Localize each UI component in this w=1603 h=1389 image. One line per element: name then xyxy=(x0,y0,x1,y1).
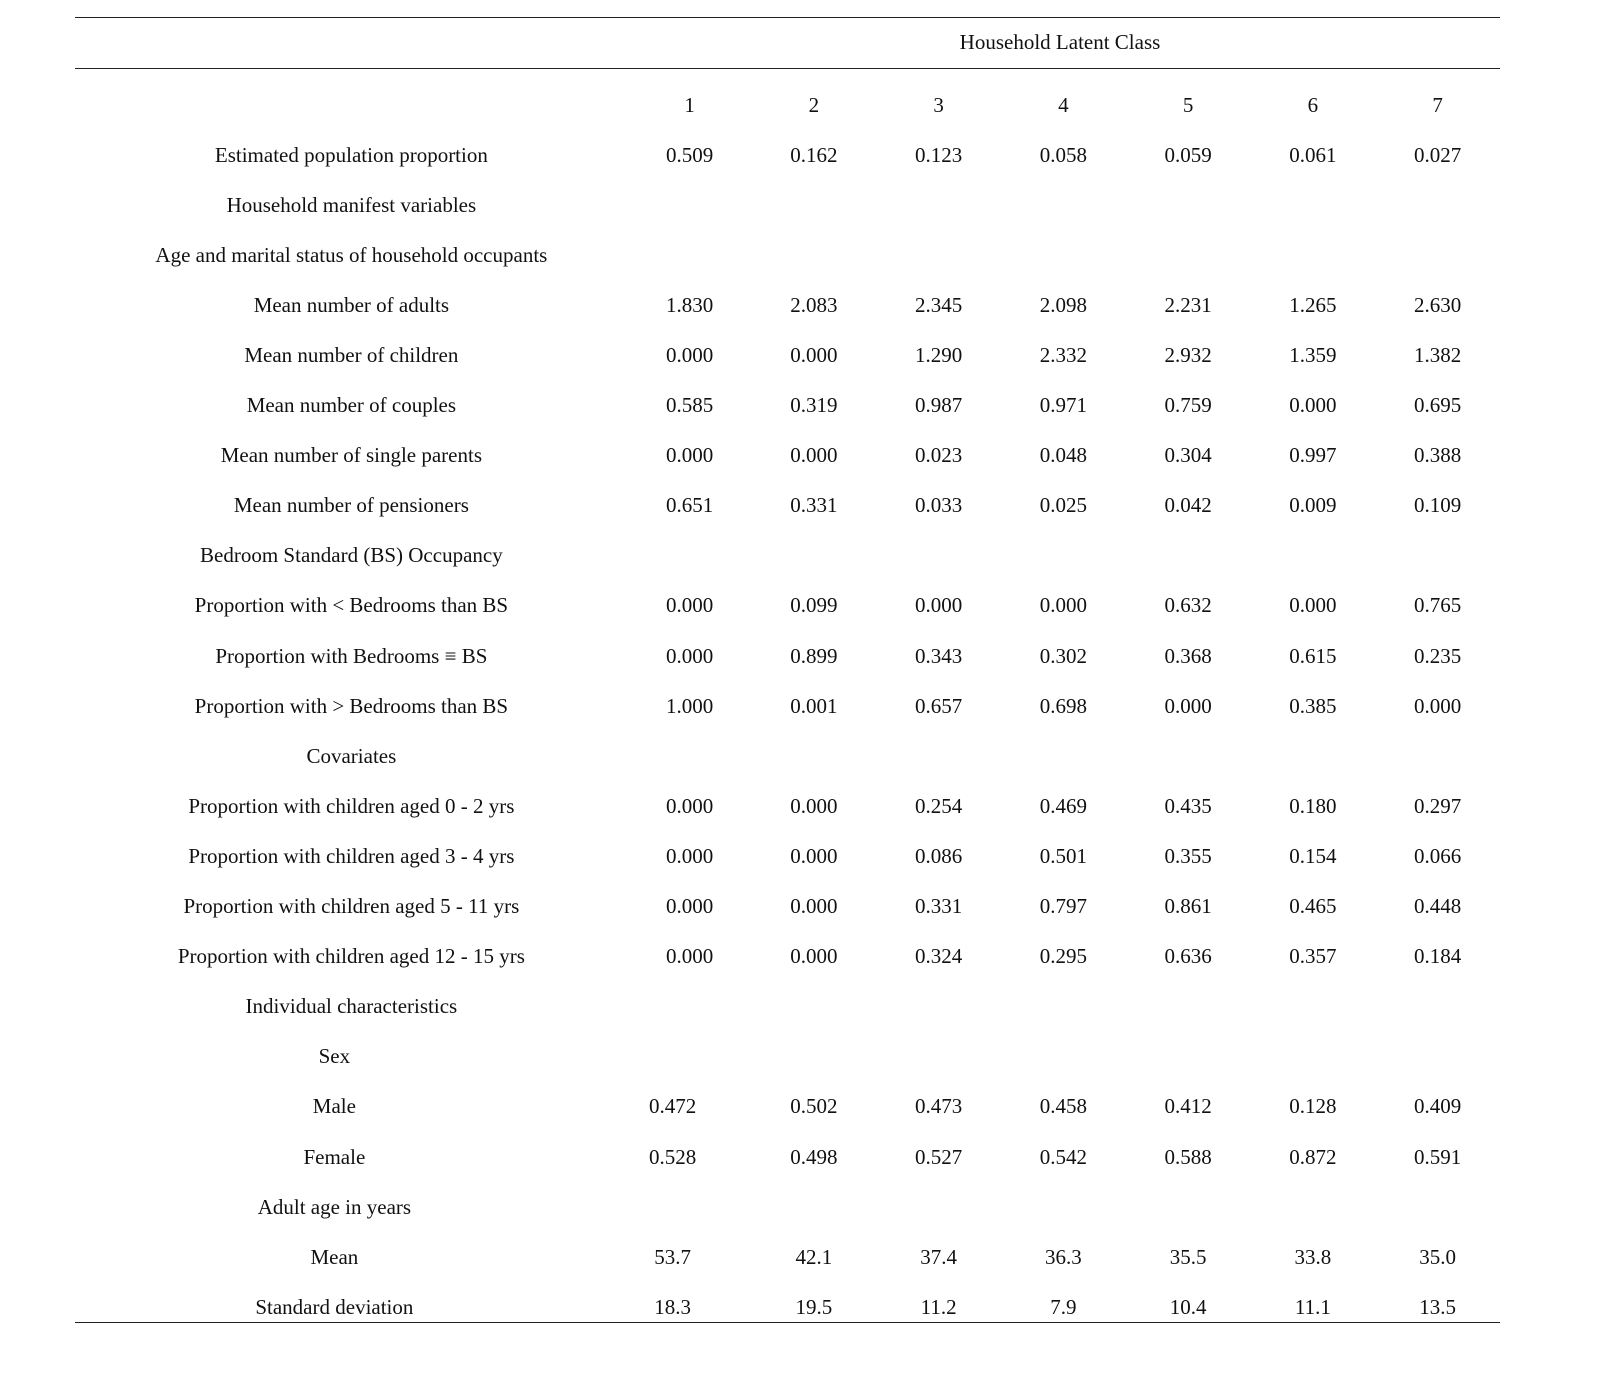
table-row xyxy=(75,531,1500,581)
table-row xyxy=(75,481,1500,531)
value-cell xyxy=(1250,531,1375,581)
value-cell xyxy=(1001,1032,1126,1082)
value-cell: 0.000 xyxy=(790,843,838,868)
value-cell: 0.343 xyxy=(914,643,963,668)
value-cell xyxy=(1375,230,1500,280)
table-row xyxy=(75,1232,1500,1282)
value-cell: 0.000 xyxy=(665,443,714,468)
value-cell: 0.066 xyxy=(1413,843,1462,868)
header-title: Household Latent Class xyxy=(959,30,1161,54)
value-cell: 1.290 xyxy=(914,343,963,368)
table-row xyxy=(75,581,1500,631)
value-cell xyxy=(876,230,1001,280)
value-cell: 0.355 xyxy=(1164,843,1212,868)
value-cell xyxy=(1126,180,1251,230)
value-cell: 0.385 xyxy=(1289,693,1337,718)
table-row xyxy=(75,280,1500,330)
value-cell: 0.465 xyxy=(1289,894,1337,919)
value-cell: 0.027 xyxy=(1413,142,1462,167)
value-cell: 0.000 xyxy=(665,643,714,668)
value-cell: 0.033 xyxy=(914,493,963,518)
value-cell: 0.154 xyxy=(1289,843,1337,868)
value-cell: 10.4 xyxy=(1169,1294,1207,1319)
value-cell: 11.1 xyxy=(1294,1294,1331,1319)
value-cell: 0.472 xyxy=(648,1094,697,1119)
row-label: Proportion with < Bedrooms than BS xyxy=(194,593,509,618)
value-cell xyxy=(1375,531,1500,581)
table-row xyxy=(75,180,1500,230)
row-label: Bedroom Standard (BS) Occupancy xyxy=(200,543,503,568)
value-cell xyxy=(1001,982,1126,1032)
bottom-rule xyxy=(75,1322,1500,1323)
value-cell: 0.542 xyxy=(1039,1144,1087,1169)
value-cell: 0.498 xyxy=(790,1144,838,1169)
row-label: Adult age in years xyxy=(257,1194,412,1219)
value-cell: 0.000 xyxy=(914,593,963,618)
value-cell: 2.332 xyxy=(1039,343,1087,368)
value-cell xyxy=(1126,982,1251,1032)
value-cell xyxy=(751,1182,876,1232)
value-cell: 0.872 xyxy=(1289,1144,1337,1169)
value-cell xyxy=(1126,1032,1251,1082)
value-cell xyxy=(628,731,752,781)
table-row xyxy=(75,130,1500,180)
value-cell: 0.651 xyxy=(665,493,714,518)
value-cell xyxy=(1375,982,1500,1032)
value-cell: 0.042 xyxy=(1164,493,1212,518)
value-cell: 0.184 xyxy=(1413,944,1462,969)
value-cell: 0.180 xyxy=(1289,793,1337,818)
value-cell: 0.527 xyxy=(914,1144,963,1169)
value-cell: 0.000 xyxy=(1289,593,1337,618)
value-cell: 42.1 xyxy=(795,1244,833,1269)
class-label: 6 xyxy=(1307,92,1319,117)
value-cell: 0.061 xyxy=(1289,142,1337,167)
value-cell: 0.086 xyxy=(914,843,963,868)
value-cell: 0.412 xyxy=(1164,1094,1212,1119)
value-cell xyxy=(751,731,876,781)
value-cell: 0.588 xyxy=(1164,1144,1212,1169)
value-cell xyxy=(1126,731,1251,781)
value-cell: 18.3 xyxy=(654,1294,691,1319)
row-label: Household manifest variables xyxy=(226,192,477,217)
value-cell xyxy=(751,531,876,581)
value-cell: 0.448 xyxy=(1413,894,1462,919)
value-cell xyxy=(628,230,752,280)
value-cell: 11.2 xyxy=(920,1294,957,1319)
value-cell: 0.009 xyxy=(1289,493,1337,518)
value-cell xyxy=(751,1032,876,1082)
class-label: 3 xyxy=(933,92,944,117)
row-label: Mean number of couples xyxy=(246,393,457,418)
value-cell xyxy=(876,731,1001,781)
value-cell xyxy=(1126,531,1251,581)
value-cell xyxy=(1250,731,1375,781)
latent-class-table xyxy=(75,80,1500,1332)
value-cell: 0.000 xyxy=(665,593,714,618)
value-cell: 0.501 xyxy=(1039,843,1087,868)
value-cell: 0.632 xyxy=(1164,593,1212,618)
value-cell: 0.528 xyxy=(648,1144,697,1169)
value-cell: 0.502 xyxy=(790,1094,838,1119)
table-row xyxy=(75,1132,1500,1182)
value-cell: 0.657 xyxy=(914,693,963,718)
value-cell: 0.765 xyxy=(1413,593,1462,618)
value-cell xyxy=(628,180,752,230)
value-cell: 0.000 xyxy=(1164,693,1212,718)
value-cell xyxy=(1250,1032,1375,1082)
value-cell: 0.025 xyxy=(1039,493,1087,518)
value-cell xyxy=(1126,230,1251,280)
value-cell: 0.615 xyxy=(1289,643,1337,668)
value-cell: 0.099 xyxy=(790,593,838,618)
value-cell: 0.297 xyxy=(1413,793,1462,818)
empty-cell xyxy=(75,80,628,130)
value-cell: 1.359 xyxy=(1289,343,1337,368)
table-row xyxy=(75,831,1500,881)
value-cell: 0.861 xyxy=(1164,894,1212,919)
value-cell: 0.059 xyxy=(1164,142,1212,167)
table-row xyxy=(75,1032,1500,1082)
value-cell xyxy=(751,180,876,230)
value-cell: 0.000 xyxy=(1289,393,1337,418)
row-label: Estimated population proportion xyxy=(214,142,488,167)
row-label: Age and marital status of household occupants xyxy=(155,242,548,267)
value-cell: 2.630 xyxy=(1413,292,1462,317)
value-cell: 0.000 xyxy=(790,793,838,818)
value-cell: 0.023 xyxy=(914,443,963,468)
row-label: Covariates xyxy=(306,743,397,768)
value-cell xyxy=(1375,731,1500,781)
table-row xyxy=(75,932,1500,982)
value-cell xyxy=(1250,982,1375,1032)
value-cell: 0.000 xyxy=(665,894,714,919)
row-label: Proportion with children aged 5 - 11 yrs xyxy=(183,894,520,919)
value-cell: 0.759 xyxy=(1164,393,1212,418)
value-cell xyxy=(876,180,1001,230)
value-cell: 0.304 xyxy=(1164,443,1212,468)
row-label: Male xyxy=(312,1094,356,1119)
value-cell: 0.469 xyxy=(1039,793,1087,818)
value-cell: 2.932 xyxy=(1164,343,1212,368)
row-label: Individual characteristics xyxy=(245,994,458,1019)
value-cell: 0.473 xyxy=(914,1094,963,1119)
table-row xyxy=(75,781,1500,831)
table-row xyxy=(75,681,1500,731)
value-cell xyxy=(751,230,876,280)
value-cell: 0.331 xyxy=(914,894,963,919)
value-cell xyxy=(1001,180,1126,230)
value-cell: 0.409 xyxy=(1413,1094,1462,1119)
value-cell: 0.997 xyxy=(1289,443,1337,468)
class-label: 7 xyxy=(1432,92,1443,117)
value-cell: 35.0 xyxy=(1419,1244,1456,1269)
value-cell: 0.331 xyxy=(790,493,838,518)
row-label: Female xyxy=(303,1144,366,1169)
value-cell: 0.585 xyxy=(665,393,714,418)
value-cell: 0.698 xyxy=(1039,693,1087,718)
value-cell: 0.109 xyxy=(1413,493,1462,518)
value-cell xyxy=(1375,1032,1500,1082)
value-cell: 0.235 xyxy=(1413,643,1462,668)
value-cell: 0.971 xyxy=(1039,393,1087,418)
row-label: Mean number of adults xyxy=(253,292,450,317)
value-cell: 0.000 xyxy=(790,944,838,969)
value-cell: 0.254 xyxy=(914,793,963,818)
value-cell: 2.345 xyxy=(914,292,963,317)
value-cell: 0.357 xyxy=(1289,944,1337,969)
value-cell: 0.797 xyxy=(1039,894,1087,919)
table-row xyxy=(75,381,1500,431)
value-cell xyxy=(1126,1182,1251,1232)
row-label: Proportion with > Bedrooms than BS xyxy=(194,693,509,718)
value-cell: 0.435 xyxy=(1164,793,1212,818)
value-cell: 1.382 xyxy=(1413,343,1462,368)
value-cell: 0.695 xyxy=(1413,393,1462,418)
value-cell: 0.388 xyxy=(1413,443,1462,468)
value-cell xyxy=(1250,180,1375,230)
value-cell: 53.7 xyxy=(654,1244,691,1269)
value-cell: 0.319 xyxy=(790,393,838,418)
top-rule xyxy=(75,17,1500,18)
value-cell xyxy=(751,982,876,1032)
header-rule xyxy=(75,68,1500,69)
table-row xyxy=(75,982,1500,1032)
row-label: Proportion with children aged 0 - 2 yrs xyxy=(188,793,515,818)
value-cell xyxy=(628,982,752,1032)
row-label: Mean number of children xyxy=(244,343,459,368)
value-cell: 2.231 xyxy=(1164,292,1212,317)
row-label: Proportion with Bedrooms ≡ BS xyxy=(215,643,488,668)
table-row xyxy=(75,230,1500,280)
value-cell: 0.058 xyxy=(1039,142,1087,167)
value-cell xyxy=(1001,731,1126,781)
value-cell: 0.368 xyxy=(1164,643,1212,668)
value-cell: 0.509 xyxy=(665,142,714,167)
class-label: 4 xyxy=(1058,92,1069,117)
value-cell: 0.591 xyxy=(1413,1144,1462,1169)
row-label: Sex xyxy=(318,1044,351,1069)
row-label: Mean number of pensioners xyxy=(233,493,469,518)
value-cell: 0.000 xyxy=(665,843,714,868)
value-cell: 37.4 xyxy=(920,1244,957,1269)
value-cell: 0.048 xyxy=(1039,443,1087,468)
table-row xyxy=(75,431,1500,481)
table-row xyxy=(75,1282,1500,1332)
table-row xyxy=(75,882,1500,932)
class-label: 1 xyxy=(684,92,695,117)
table-row xyxy=(75,1182,1500,1232)
value-cell: 0.000 xyxy=(1039,593,1087,618)
row-label: Mean xyxy=(310,1244,359,1269)
value-cell: 0.000 xyxy=(665,944,714,969)
value-cell: 0.636 xyxy=(1164,944,1212,969)
row-label: Proportion with children aged 12 - 15 yrs xyxy=(177,944,525,969)
value-cell: 0.162 xyxy=(790,142,838,167)
value-cell: 1.000 xyxy=(665,693,714,718)
value-cell: 0.123 xyxy=(914,142,963,167)
row-label: Mean number of single parents xyxy=(220,443,482,468)
value-cell: 0.128 xyxy=(1289,1094,1337,1119)
value-cell: 0.295 xyxy=(1039,944,1087,969)
table-row xyxy=(75,631,1500,681)
class-label: 5 xyxy=(1182,92,1194,117)
value-cell: 36.3 xyxy=(1044,1244,1082,1269)
value-cell: 7.9 xyxy=(1050,1294,1077,1319)
value-cell: 0.000 xyxy=(1413,693,1462,718)
value-cell: 0.001 xyxy=(790,693,838,718)
value-cell xyxy=(1375,180,1500,230)
value-cell: 0.458 xyxy=(1039,1094,1087,1119)
value-cell xyxy=(876,531,1001,581)
value-cell xyxy=(1250,1182,1375,1232)
class-number-row xyxy=(75,80,1500,130)
value-cell: 0.000 xyxy=(790,894,838,919)
table-row xyxy=(75,1082,1500,1132)
value-cell: 1.830 xyxy=(665,292,714,317)
value-cell xyxy=(1250,230,1375,280)
class-label: 2 xyxy=(808,92,820,117)
value-cell xyxy=(628,1182,752,1232)
value-cell xyxy=(628,531,752,581)
value-cell: 0.302 xyxy=(1039,643,1087,668)
value-cell: 0.000 xyxy=(790,443,838,468)
value-cell: 0.987 xyxy=(914,393,963,418)
value-cell: 0.899 xyxy=(790,643,838,668)
value-cell: 0.000 xyxy=(665,793,714,818)
table-row xyxy=(75,731,1500,781)
value-cell: 33.8 xyxy=(1294,1244,1332,1269)
value-cell: 13.5 xyxy=(1419,1294,1456,1319)
value-cell xyxy=(628,1032,752,1082)
value-cell xyxy=(876,1032,1001,1082)
value-cell xyxy=(1001,1182,1126,1232)
value-cell: 1.265 xyxy=(1289,292,1337,317)
value-cell: 0.324 xyxy=(914,944,963,969)
row-label: Proportion with children aged 3 - 4 yrs xyxy=(188,843,515,868)
value-cell: 0.000 xyxy=(790,343,838,368)
value-cell: 35.5 xyxy=(1169,1244,1207,1269)
value-cell xyxy=(1375,1182,1500,1232)
value-cell: 19.5 xyxy=(795,1294,833,1319)
row-label: Standard deviation xyxy=(255,1294,414,1319)
value-cell: 2.083 xyxy=(790,292,838,317)
value-cell xyxy=(876,982,1001,1032)
value-cell: 0.000 xyxy=(665,343,714,368)
value-cell: 2.098 xyxy=(1039,292,1087,317)
value-cell xyxy=(876,1182,1001,1232)
value-cell xyxy=(1001,230,1126,280)
value-cell xyxy=(1001,531,1126,581)
table-row xyxy=(75,330,1500,380)
